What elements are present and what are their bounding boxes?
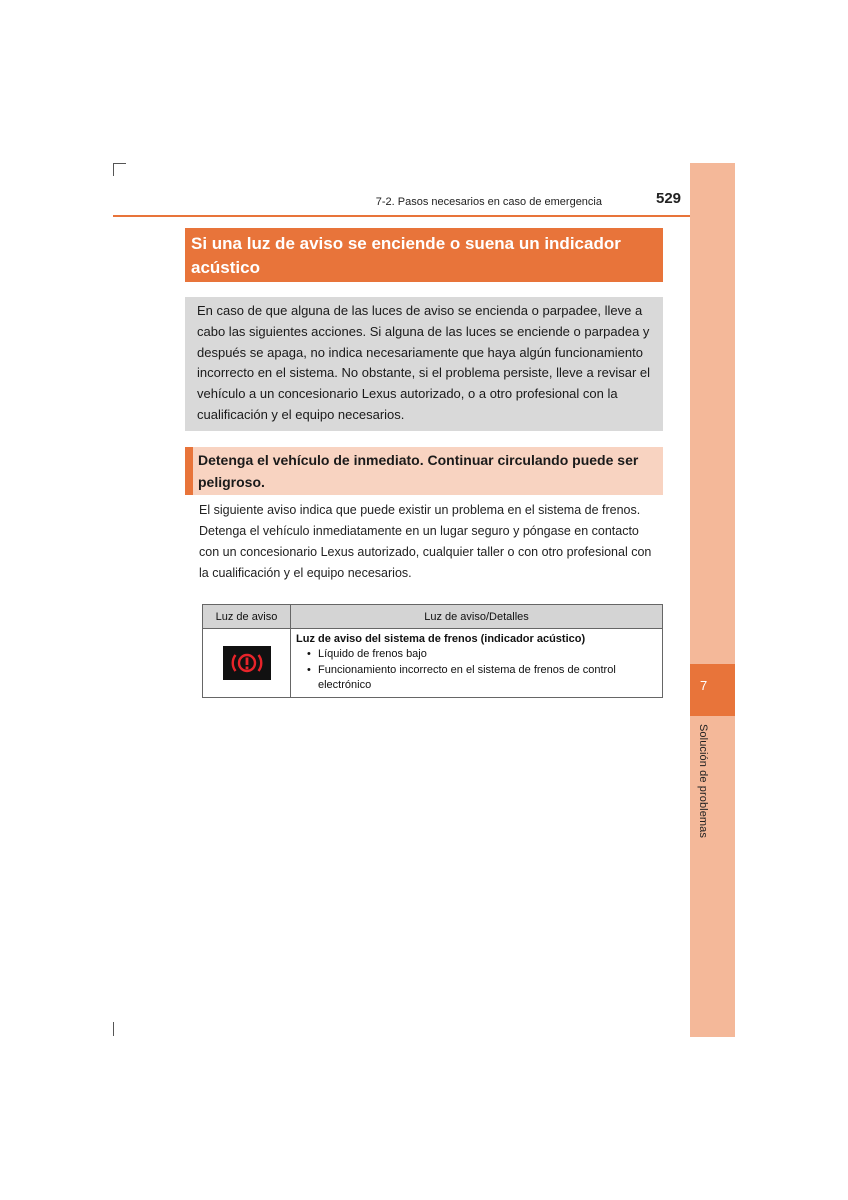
warning-detail-list xyxy=(296,647,657,694)
table-header-row xyxy=(203,605,663,629)
warning-table xyxy=(202,604,663,698)
crop-mark-top-left-horizontal xyxy=(113,163,126,164)
page-number: 529 xyxy=(656,190,682,207)
header-section-title: 7-2. Pasos necesarios en caso de emergencia xyxy=(375,196,602,208)
header-rule xyxy=(113,215,735,217)
intro-paragraph: En caso de que alguna de las luces de aviso se encienda o parpadee, lleve a cabo las siguientes acciones. Si alguna de las luces se enciende o parpadea y después se apaga, no indica necesariamente que haya algún funcionamiento incorrecto en el sistema. No obstante, si el problema persiste, lleve a revisar el vehículo a un concesionario Lexus autorizado, o a otro profesional con la cualificación y el equipo necesarios. xyxy=(185,297,663,431)
body-paragraph: El siguiente aviso indica que puede existir un problema en el sistema de frenos. Detenga el vehículo inmediatamente en un lugar seguro y póngase en contacto con un concesionario Lexus autorizado, cualquier taller o con otro profesional con la cualificación y el equipo necesarios. xyxy=(199,503,652,580)
warning-details-cell xyxy=(291,629,663,698)
brake-system-warning-icon xyxy=(223,646,271,680)
crop-mark-bottom-left-vertical xyxy=(113,1022,114,1036)
section-title: Si una luz de aviso se enciende o suena un indicador acústico xyxy=(185,228,663,282)
warning-light-cell xyxy=(203,629,291,698)
chapter-number: 7 xyxy=(700,678,708,693)
list-item: • Funcionamiento incorrecto en el sistema de frenos de control electrónico xyxy=(318,663,657,694)
subheading: Detenga el vehículo de inmediato. Continuar circulando puede ser peligroso. xyxy=(185,447,663,495)
brake-warning-symbol xyxy=(223,646,271,680)
list-item: • Líquido de frenos bajo xyxy=(318,647,657,663)
crop-mark-top-left-vertical xyxy=(113,163,114,176)
chapter-label: Solución de problemas xyxy=(697,724,709,839)
table-header-details: Luz de aviso/Detalles xyxy=(291,605,663,629)
table-row xyxy=(203,629,663,698)
table-header-light: Luz de aviso xyxy=(203,605,291,629)
warning-detail-title: Luz de aviso del sistema de frenos (indicador acústico) xyxy=(296,633,586,645)
chapter-side-tab xyxy=(690,163,735,1037)
chapter-number-box xyxy=(690,664,735,716)
